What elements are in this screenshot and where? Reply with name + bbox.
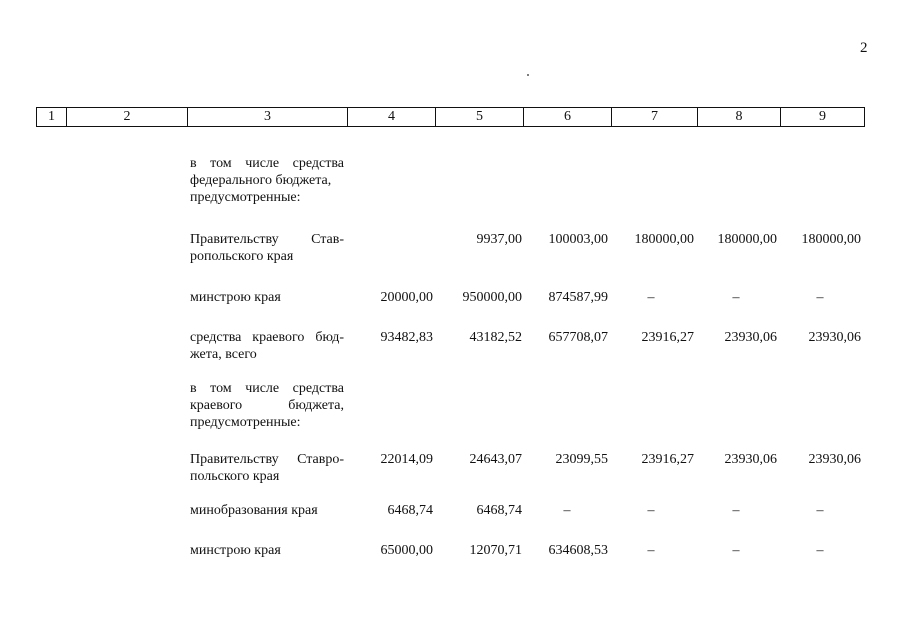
- label-line: минстрою края: [190, 543, 281, 558]
- cell-value: 23930,06: [808, 330, 861, 345]
- header-col-7: 7: [612, 108, 698, 127]
- label-line: в том числе средства: [190, 381, 344, 396]
- cell-value: 24643,07: [469, 452, 522, 467]
- page-number: 2: [860, 40, 868, 56]
- header-col-1: 1: [37, 108, 67, 127]
- label-line: ропольского края: [190, 249, 294, 264]
- label-line: польского края: [190, 469, 280, 484]
- label-line: минобразования края: [190, 503, 318, 518]
- row-label-federal-subtotal: [190, 155, 344, 206]
- cell-dash: –: [732, 503, 740, 518]
- label-line: предусмотренные:: [190, 190, 301, 205]
- label-line: средства краевого бюд-: [190, 330, 344, 345]
- cell-value: 65000,00: [380, 543, 433, 558]
- cell-value: 12070,71: [469, 543, 522, 558]
- row-label-minstroy-regional: [190, 542, 344, 559]
- label-line: жета, всего: [190, 347, 257, 362]
- cell-value: 20000,00: [380, 290, 433, 305]
- label-line: федерального бюджета,: [190, 173, 332, 188]
- cell-value: 100003,00: [548, 232, 608, 247]
- cell-value: 950000,00: [462, 290, 522, 305]
- cell-value: 9937,00: [476, 232, 522, 247]
- cell-value: 23099,55: [555, 452, 608, 467]
- row-label-regional-subtotal: [190, 380, 344, 431]
- cell-value: 180000,00: [634, 232, 694, 247]
- row-label-government-federal: [190, 231, 344, 265]
- header-col-6: 6: [524, 108, 612, 127]
- cell-value: 23916,27: [641, 330, 694, 345]
- cell-value: 23930,06: [724, 330, 777, 345]
- label-line: Правительству Став-: [190, 232, 344, 247]
- cell-value: 22014,09: [380, 452, 433, 467]
- cell-dash: –: [647, 290, 655, 305]
- cell-dash: –: [647, 503, 655, 518]
- cell-value: 180000,00: [717, 232, 777, 247]
- cell-value: 43182,52: [469, 330, 522, 345]
- cell-value: 23930,06: [724, 452, 777, 467]
- label-line: Правительству Ставро-: [190, 452, 344, 467]
- cell-dash: –: [732, 543, 740, 558]
- cell-dash: –: [816, 543, 824, 558]
- cell-dash: –: [647, 543, 655, 558]
- scan-speck: [527, 74, 529, 76]
- header-col-3: 3: [188, 108, 348, 127]
- cell-dash: –: [732, 290, 740, 305]
- cell-value: 634608,53: [548, 543, 608, 558]
- label-line: минстрою края: [190, 290, 281, 305]
- header-col-2: 2: [67, 108, 188, 127]
- cell-value: 6468,74: [387, 503, 433, 518]
- cell-dash: –: [816, 290, 824, 305]
- label-line: краевого бюджета,: [190, 398, 344, 413]
- cell-value: 23930,06: [808, 452, 861, 467]
- label-line: предусмотренные:: [190, 415, 301, 430]
- header-row: [37, 108, 865, 127]
- header-col-9: 9: [781, 108, 865, 127]
- cell-value: 874587,99: [548, 290, 608, 305]
- header-col-4: 4: [348, 108, 436, 127]
- column-number-header: [36, 107, 865, 127]
- row-label-government-regional: [190, 451, 344, 485]
- row-label-minobrazovaniya: [190, 502, 344, 519]
- cell-value: 657708,07: [548, 330, 608, 345]
- row-label-regional-total: [190, 329, 344, 363]
- cell-dash: –: [816, 503, 824, 518]
- cell-value: 93482,83: [380, 330, 433, 345]
- label-line: в том числе средства: [190, 156, 344, 171]
- header-col-5: 5: [436, 108, 524, 127]
- row-label-minstroy-federal: [190, 289, 344, 306]
- cell-value: 23916,27: [641, 452, 694, 467]
- header-col-8: 8: [698, 108, 781, 127]
- cell-dash: –: [563, 503, 571, 518]
- cell-value: 180000,00: [801, 232, 861, 247]
- cell-value: 6468,74: [476, 503, 522, 518]
